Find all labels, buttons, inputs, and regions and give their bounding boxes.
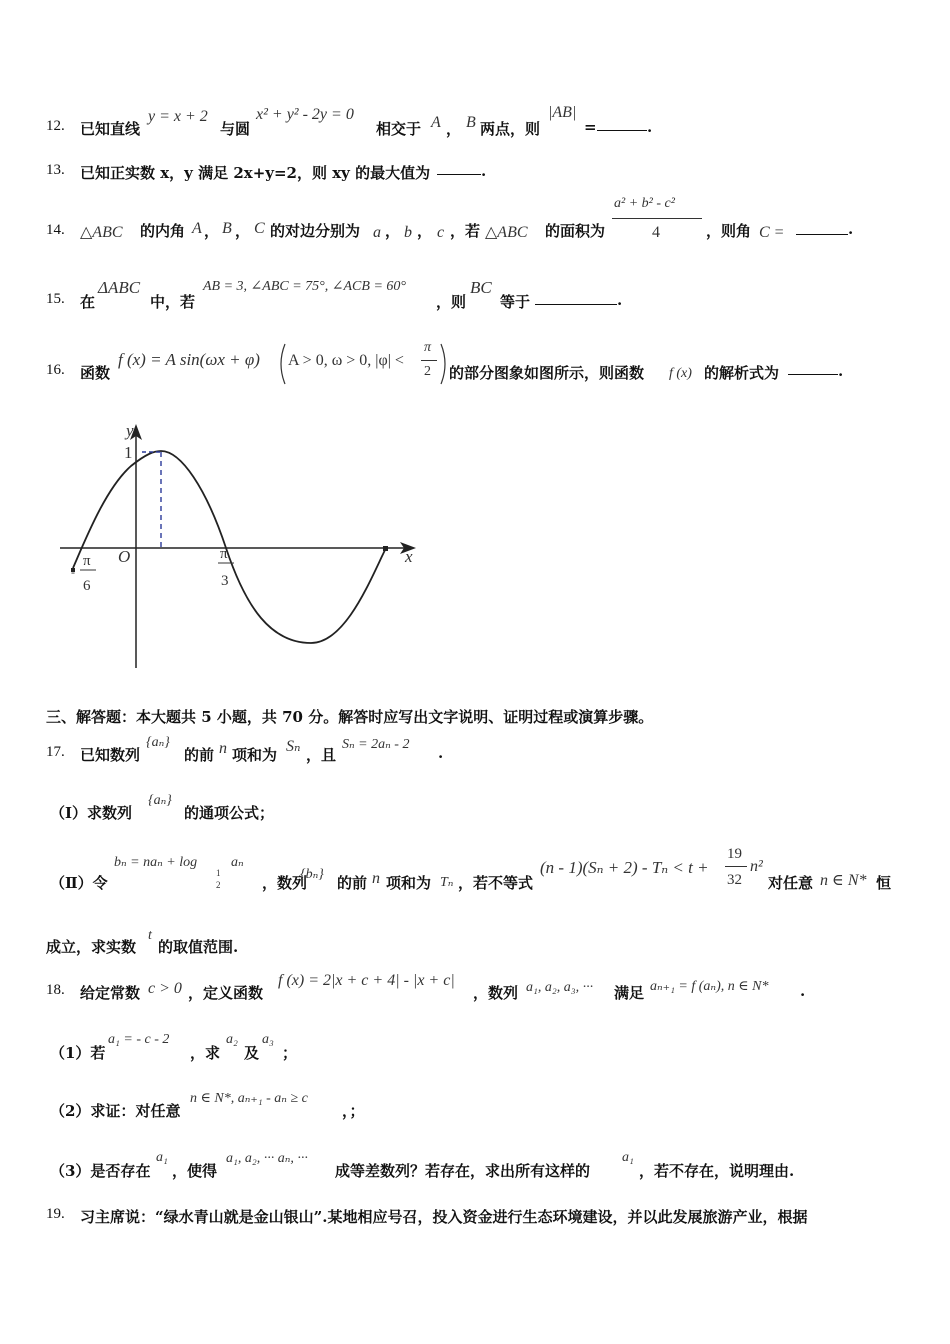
math-n: n: [219, 740, 227, 757]
text: 成等差数列？若存在，求出所有这样的: [335, 1162, 591, 1180]
text: ，: [417, 222, 433, 240]
text: 中，若: [150, 293, 196, 311]
text: ；: [282, 1044, 298, 1062]
text: 的对边分别为: [270, 222, 361, 240]
text: ，求: [190, 1044, 221, 1062]
text: ，数列: [473, 984, 519, 1002]
answer-blank: [535, 292, 617, 305]
question-number: 15.: [46, 291, 65, 307]
math-function-f: f (x) = 2|x + c + 4| - |x + c|: [278, 972, 455, 989]
math-b-lower: b: [404, 224, 412, 241]
question-17-part-1: [0, 790, 950, 826]
question-17-part-2-continued: [0, 930, 950, 956]
text: 相交于: [376, 120, 422, 138]
text: .: [617, 291, 623, 309]
left-tick-numerator: π: [83, 553, 91, 569]
text: ，使得: [172, 1162, 218, 1180]
math-angle-c: C =: [759, 224, 785, 241]
math-inequality: n ∈ N*, aₙ₊₁ - aₙ ≥ c: [190, 1091, 308, 1106]
question-number: 12.: [46, 118, 65, 134]
text: 项和为: [232, 746, 278, 764]
math-sequence-a: {aₙ}: [148, 793, 172, 808]
math-sequence-b: {bₙ}: [300, 867, 324, 882]
text: 的前: [337, 874, 368, 892]
right-endpoint: [383, 546, 388, 551]
math-pi-denominator: 2: [424, 364, 431, 379]
part-label: （Ⅱ）令: [50, 874, 108, 892]
text: .: [647, 118, 653, 136]
math-c-positive: c > 0: [148, 980, 182, 997]
section-3-heading: [0, 706, 950, 728]
math-sequence: a₁, a₂, ··· aₙ, ···: [226, 1151, 308, 1166]
math-line-equation: y = x + 2: [148, 108, 208, 125]
text: ，则角: [706, 222, 752, 240]
math-log-base-numerator: 1: [216, 868, 221, 878]
math-sequence-terms: a₁, a₂, a₃, ···: [526, 980, 594, 995]
question-18-part-2: [0, 1086, 950, 1122]
text: 的面积为: [545, 222, 606, 240]
text: 项和为: [386, 874, 432, 892]
math-bn-definition: bₙ = naₙ + log: [114, 855, 198, 870]
origin-label: O: [118, 547, 131, 566]
question-19: [0, 1204, 950, 1228]
text: 与圆: [220, 120, 251, 138]
math-fraction-numerator: a² + b² - c²: [614, 196, 675, 211]
question-13: [0, 160, 950, 184]
math-c-lower: c: [437, 224, 445, 241]
math-n: n: [372, 870, 380, 887]
fraction-bar: [725, 866, 747, 867]
text: 及: [244, 1044, 260, 1062]
question-14: [0, 196, 950, 248]
text: 满足: [614, 984, 645, 1002]
text: ，；: [342, 1102, 365, 1120]
question-number: 16.: [46, 362, 65, 378]
text: ，: [385, 222, 401, 240]
question-16: [0, 340, 950, 388]
text: 的部分图象如图所示，则函数: [449, 364, 645, 382]
peak-value-label: 1: [124, 443, 133, 462]
text: 的解析式为: [704, 364, 780, 382]
text: 的内角: [140, 222, 186, 240]
question-number: 18.: [46, 982, 65, 998]
math-an: aₙ: [231, 855, 244, 870]
question-number: 13.: [46, 162, 65, 178]
math-circle-equation: x² + y² - 2y = 0: [256, 106, 354, 123]
text: .: [800, 982, 806, 1000]
text: ，若不存在，说明理由.: [639, 1162, 795, 1180]
text: .: [481, 162, 487, 180]
right-tick-numerator: π: [220, 546, 228, 562]
math-bc: BC: [470, 278, 492, 297]
section-title: 三、解答题：本大题共 5 小题，共 70 分。解答时应写出文字说明、证明过程或演算步骤。: [46, 708, 654, 726]
math-log-base-denominator: 2: [216, 880, 221, 890]
answer-blank: [437, 162, 481, 175]
text: ，则: [436, 293, 467, 311]
math-inequality: (n - 1)(Sₙ + 2) - Tₙ < t +: [540, 858, 709, 877]
part-label: （Ⅰ）求数列: [50, 804, 133, 822]
math-triangle: △ABC: [80, 224, 123, 241]
math-a1: a₁: [156, 1150, 168, 1165]
text: ，: [235, 222, 251, 240]
text: 等于: [500, 293, 531, 311]
question-18: [0, 970, 950, 1006]
y-axis-label: y: [126, 421, 134, 440]
fraction-bar: [612, 218, 702, 219]
text: .: [438, 744, 444, 762]
math-recurrence: aₙ₊₁ = f (aₙ), n ∈ N*: [650, 979, 769, 994]
math-sn-formula: Sₙ = 2aₙ - 2: [342, 737, 410, 752]
answer-blank: [788, 362, 838, 375]
math-n-squared: n²: [750, 858, 763, 875]
math-sn: Sₙ: [286, 738, 301, 755]
text: 的取值范围.: [158, 938, 239, 956]
part-label: （3）是否存在: [50, 1162, 151, 1180]
math-a3: a₃: [262, 1032, 274, 1047]
question-18-part-1: [0, 1028, 950, 1064]
text: 成立，求实数: [46, 938, 137, 956]
math-a2: a₂: [226, 1032, 238, 1047]
question-number: 17.: [46, 744, 65, 760]
math-pi-numerator: π: [424, 340, 432, 355]
right-tick-denominator: 3: [221, 573, 229, 589]
text: 函数: [80, 364, 111, 382]
math-c-upper: C: [254, 220, 265, 237]
question-15: [0, 278, 950, 314]
answer-blank: [597, 118, 647, 131]
question-text: 已知正实数 x，y 满足 2x+y=2，则 xy 的最大值为: [80, 164, 431, 182]
text: 的前: [184, 746, 215, 764]
math-sequence-a: {aₙ}: [146, 735, 170, 750]
math-frac-numerator: 19: [727, 846, 742, 862]
text: ，: [446, 120, 462, 138]
question-number: 19.: [46, 1206, 65, 1222]
text: 的通项公式；: [184, 804, 275, 822]
left-paren: [276, 342, 288, 386]
math-triangle: △ABC: [485, 224, 528, 241]
text: 已知数列: [80, 746, 141, 764]
text: ，且: [306, 746, 337, 764]
text: .: [838, 362, 844, 380]
math-tn: Tₙ: [440, 875, 454, 890]
math-a-lower: a: [373, 224, 381, 241]
text: .: [848, 220, 854, 238]
question-17-part-2: [0, 846, 950, 896]
left-minus-sign: -: [71, 565, 75, 579]
part-label: （2）求证：对任意: [50, 1102, 181, 1120]
math-fx: f (x): [669, 366, 692, 381]
question-12: [0, 104, 950, 142]
math-t: t: [148, 928, 152, 943]
text: =: [584, 118, 597, 136]
text: 对任意: [768, 874, 814, 892]
math-function-definition: f (x) = A sin(ωx + φ): [118, 350, 260, 369]
math-n-in-naturals: n ∈ N*: [820, 872, 867, 889]
text: ，若: [450, 222, 481, 240]
text: 两点，则: [480, 120, 541, 138]
math-a-upper: A: [192, 220, 202, 237]
question-text: 习主席说：“绿水青山就是金山银山”.某地相应号召，投入资金进行生态环境建设，并以此发展旅游产业，根据: [80, 1208, 808, 1226]
math-ab-length: |AB|: [548, 104, 577, 121]
sine-graph: [56, 418, 426, 670]
left-tick-denominator: 6: [83, 578, 91, 594]
math-a1-value: a₁ = - c - 2: [108, 1032, 170, 1047]
math-frac-denominator: 32: [727, 872, 742, 888]
math-conditions: A > 0, ω > 0, |φ| <: [288, 352, 404, 369]
math-fraction-denominator: 4: [652, 224, 660, 241]
text: 已知直线: [80, 120, 141, 138]
question-18-part-3: [0, 1148, 950, 1184]
question-17: [0, 732, 950, 768]
part-label: （1）若: [50, 1044, 106, 1062]
text: ，若不等式: [458, 874, 534, 892]
math-given-conditions: AB = 3, ∠ABC = 75°, ∠ACB = 60°: [203, 279, 406, 294]
text: 恒: [876, 874, 892, 892]
text: ，定义函数: [188, 984, 264, 1002]
answer-blank: [796, 222, 848, 235]
text: ，: [204, 222, 220, 240]
fraction-bar: [421, 360, 437, 361]
question-number: 14.: [46, 222, 65, 238]
math-b-upper: B: [222, 220, 232, 237]
text: ，数列: [262, 874, 308, 892]
math-a1: a₁: [622, 1150, 634, 1165]
text: 在: [80, 293, 96, 311]
math-triangle: ΔABC: [98, 278, 141, 297]
text: 给定常数: [80, 984, 141, 1002]
math-point-a: A: [431, 114, 441, 131]
math-point-b: B: [466, 114, 476, 131]
x-axis-label: x: [405, 547, 413, 566]
